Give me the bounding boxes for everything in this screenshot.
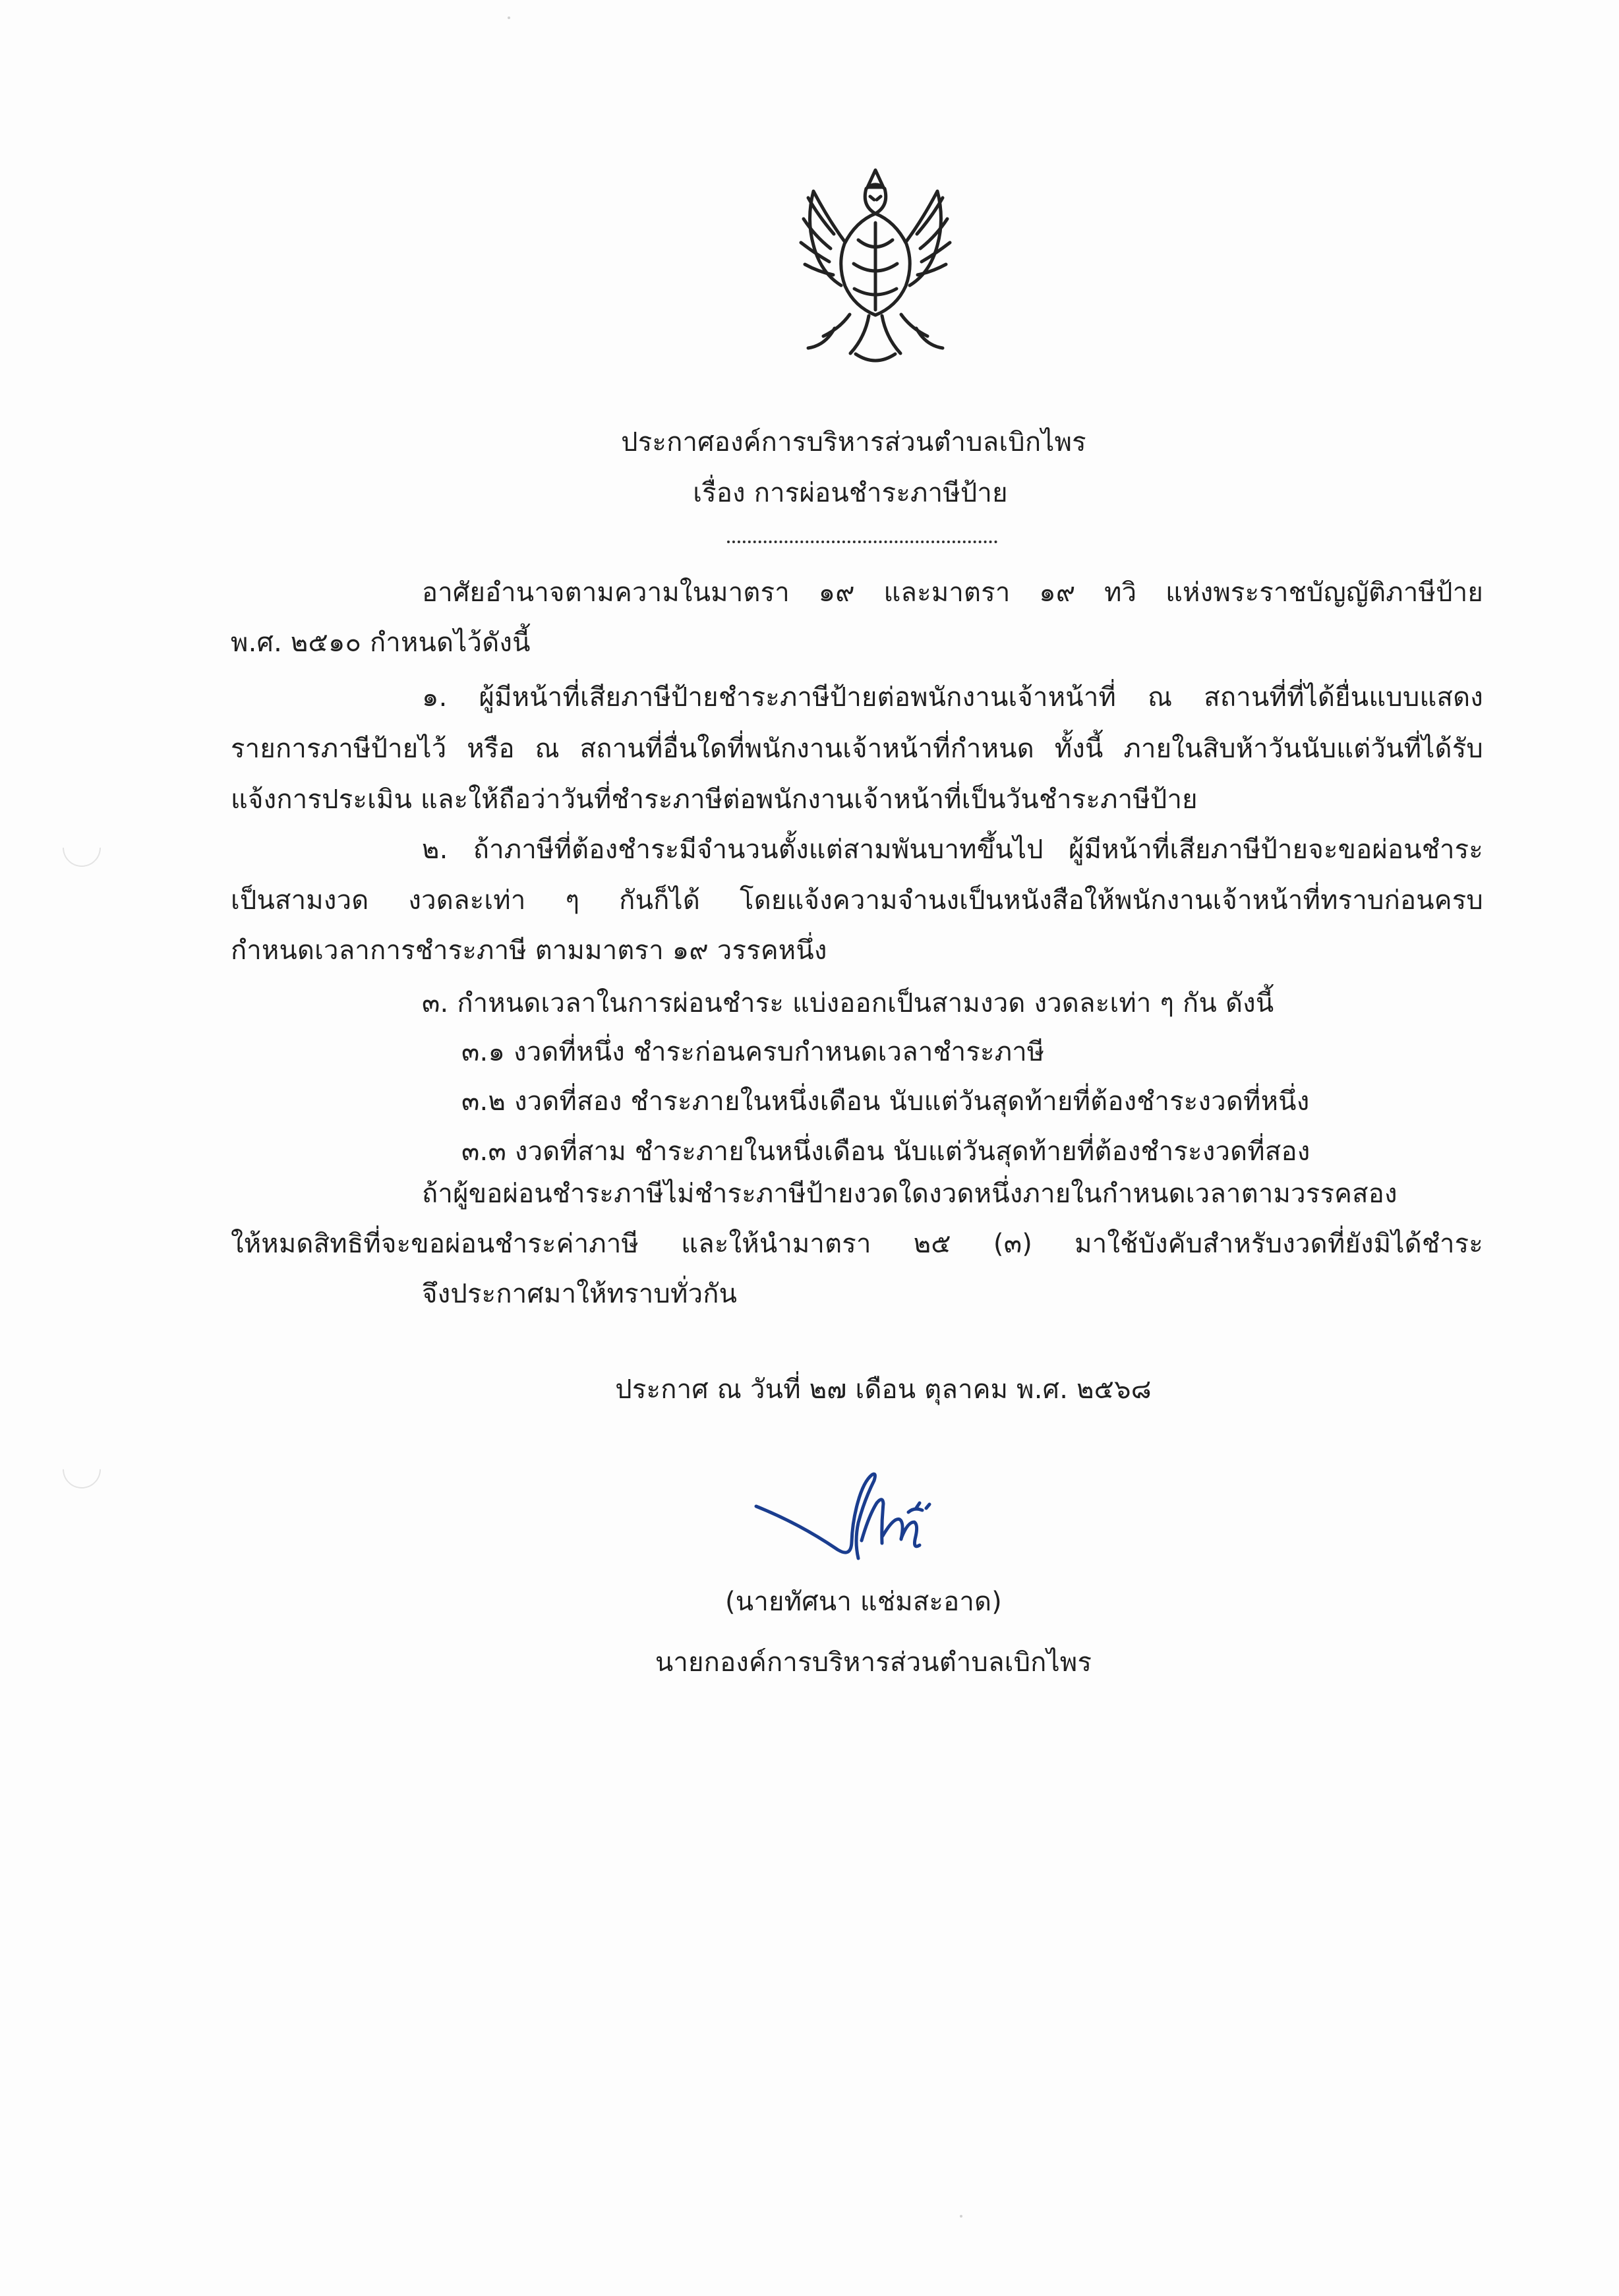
signer-name: (นายทัศนา แช่มสะอาด) (725, 1587, 1002, 1617)
paper-speck (960, 2215, 962, 2218)
garuda-emblem-icon (777, 158, 974, 376)
announcement-title: ประกาศองค์การบริหารส่วนตำบลเบิกไพร (621, 427, 1086, 457)
paragraph-authority-line-1: อาศัยอำนาจตามความในมาตรา ๑๙ และมาตรา ๑๙ ทวิ แห่งพระราชบัญญัติภาษีป้าย (422, 577, 1483, 608)
clause-2-line-3: กำหนดเวลาการชำระภาษี ตามมาตรา ๑๙ วรรคหนึ่ง (231, 935, 827, 966)
handwritten-signature-icon (742, 1460, 979, 1585)
paper-speck (508, 16, 510, 19)
clause-3-3: ๓.๓ งวดที่สาม ชำระภายในหนึ่งเดือน นับแต่วันสุดท้ายที่ต้องชำระงวดที่สอง (461, 1136, 1310, 1167)
clause-1-line-1: ๑. ผู้มีหน้าที่เสียภาษีป้ายชำระภาษีป้ายต่อพนักงานเจ้าหน้าที่ ณ สถานที่ที่ได้ยื่นแบบแสดง (422, 682, 1483, 713)
punch-hole-mark (55, 1442, 109, 1496)
clause-3-1: ๓.๑ งวดที่หนึ่ง ชำระก่อนครบกำหนดเวลาชำระภาษี (461, 1037, 1045, 1067)
signer-title: นายกองค์การบริหารส่วนตำบลเบิกไพร (655, 1647, 1092, 1678)
announcement-subject: เรื่อง การผ่อนชำระภาษีป้าย (693, 478, 1008, 508)
default-payment-line-1: ถ้าผู้ขอผ่อนชำระภาษีไม่ชำระภาษีป้ายงวดใดงวดหนึ่งภายในกำหนดเวลาตามวรรคสอง (422, 1179, 1398, 1209)
paragraph-authority-line-2: พ.ศ. ๒๕๑๐ กำหนดไว้ดังนี้ (231, 628, 531, 658)
announcement-date: ประกาศ ณ วันที่ ๒๗ เดือน ตุลาคม พ.ศ. ๒๕๖๘ (615, 1374, 1152, 1405)
clause-3-line-1: ๓. กำหนดเวลาในการผ่อนชำระ แบ่งออกเป็นสามงวด งวดละเท่า ๆ กัน ดังนี้ (422, 988, 1274, 1018)
default-payment-line-2: ให้หมดสิทธิที่จะขอผ่อนชำระค่าภาษี และให้นำมาตรา ๒๕ (๓) มาใช้บังคับสำหรับงวดที่ยังมิได้ชำระ (231, 1229, 1483, 1259)
punch-hole-mark (55, 821, 109, 875)
clause-3-2: ๓.๒ งวดที่สอง ชำระภายในหนึ่งเดือน นับแต่วันสุดท้ายที่ต้องชำระงวดที่หนึ่ง (461, 1086, 1310, 1117)
clause-1-line-2: รายการภาษีป้ายไว้ หรือ ณ สถานที่อื่นใดที่พนักงานเจ้าหน้าที่กำหนด ทั้งนี้ ภายในสิบห้าวันนับแต่วันที่ได้รับ (231, 734, 1483, 764)
clause-2-line-2: เป็นสามงวด งวดละเท่า ๆ กันก็ได้ โดยแจ้งความจำนงเป็นหนังสือให้พนักงานเจ้าหน้าที่ทราบก่อนครบ (231, 885, 1483, 916)
dotted-separator (727, 541, 997, 543)
closing-statement: จึงประกาศมาให้ทราบทั่วกัน (422, 1279, 738, 1309)
clause-1-line-3: แจ้งการประเมิน และให้ถือว่าวันที่ชำระภาษีต่อพนักงานเจ้าหน้าที่เป็นวันชำระภาษีป้าย (231, 784, 1198, 815)
clause-2-line-1: ๒. ถ้าภาษีที่ต้องชำระมีจำนวนตั้งแต่สามพันบาทขึ้นไป ผู้มีหน้าที่เสียภาษีป้ายจะขอผ่อนชำระ (422, 835, 1483, 865)
